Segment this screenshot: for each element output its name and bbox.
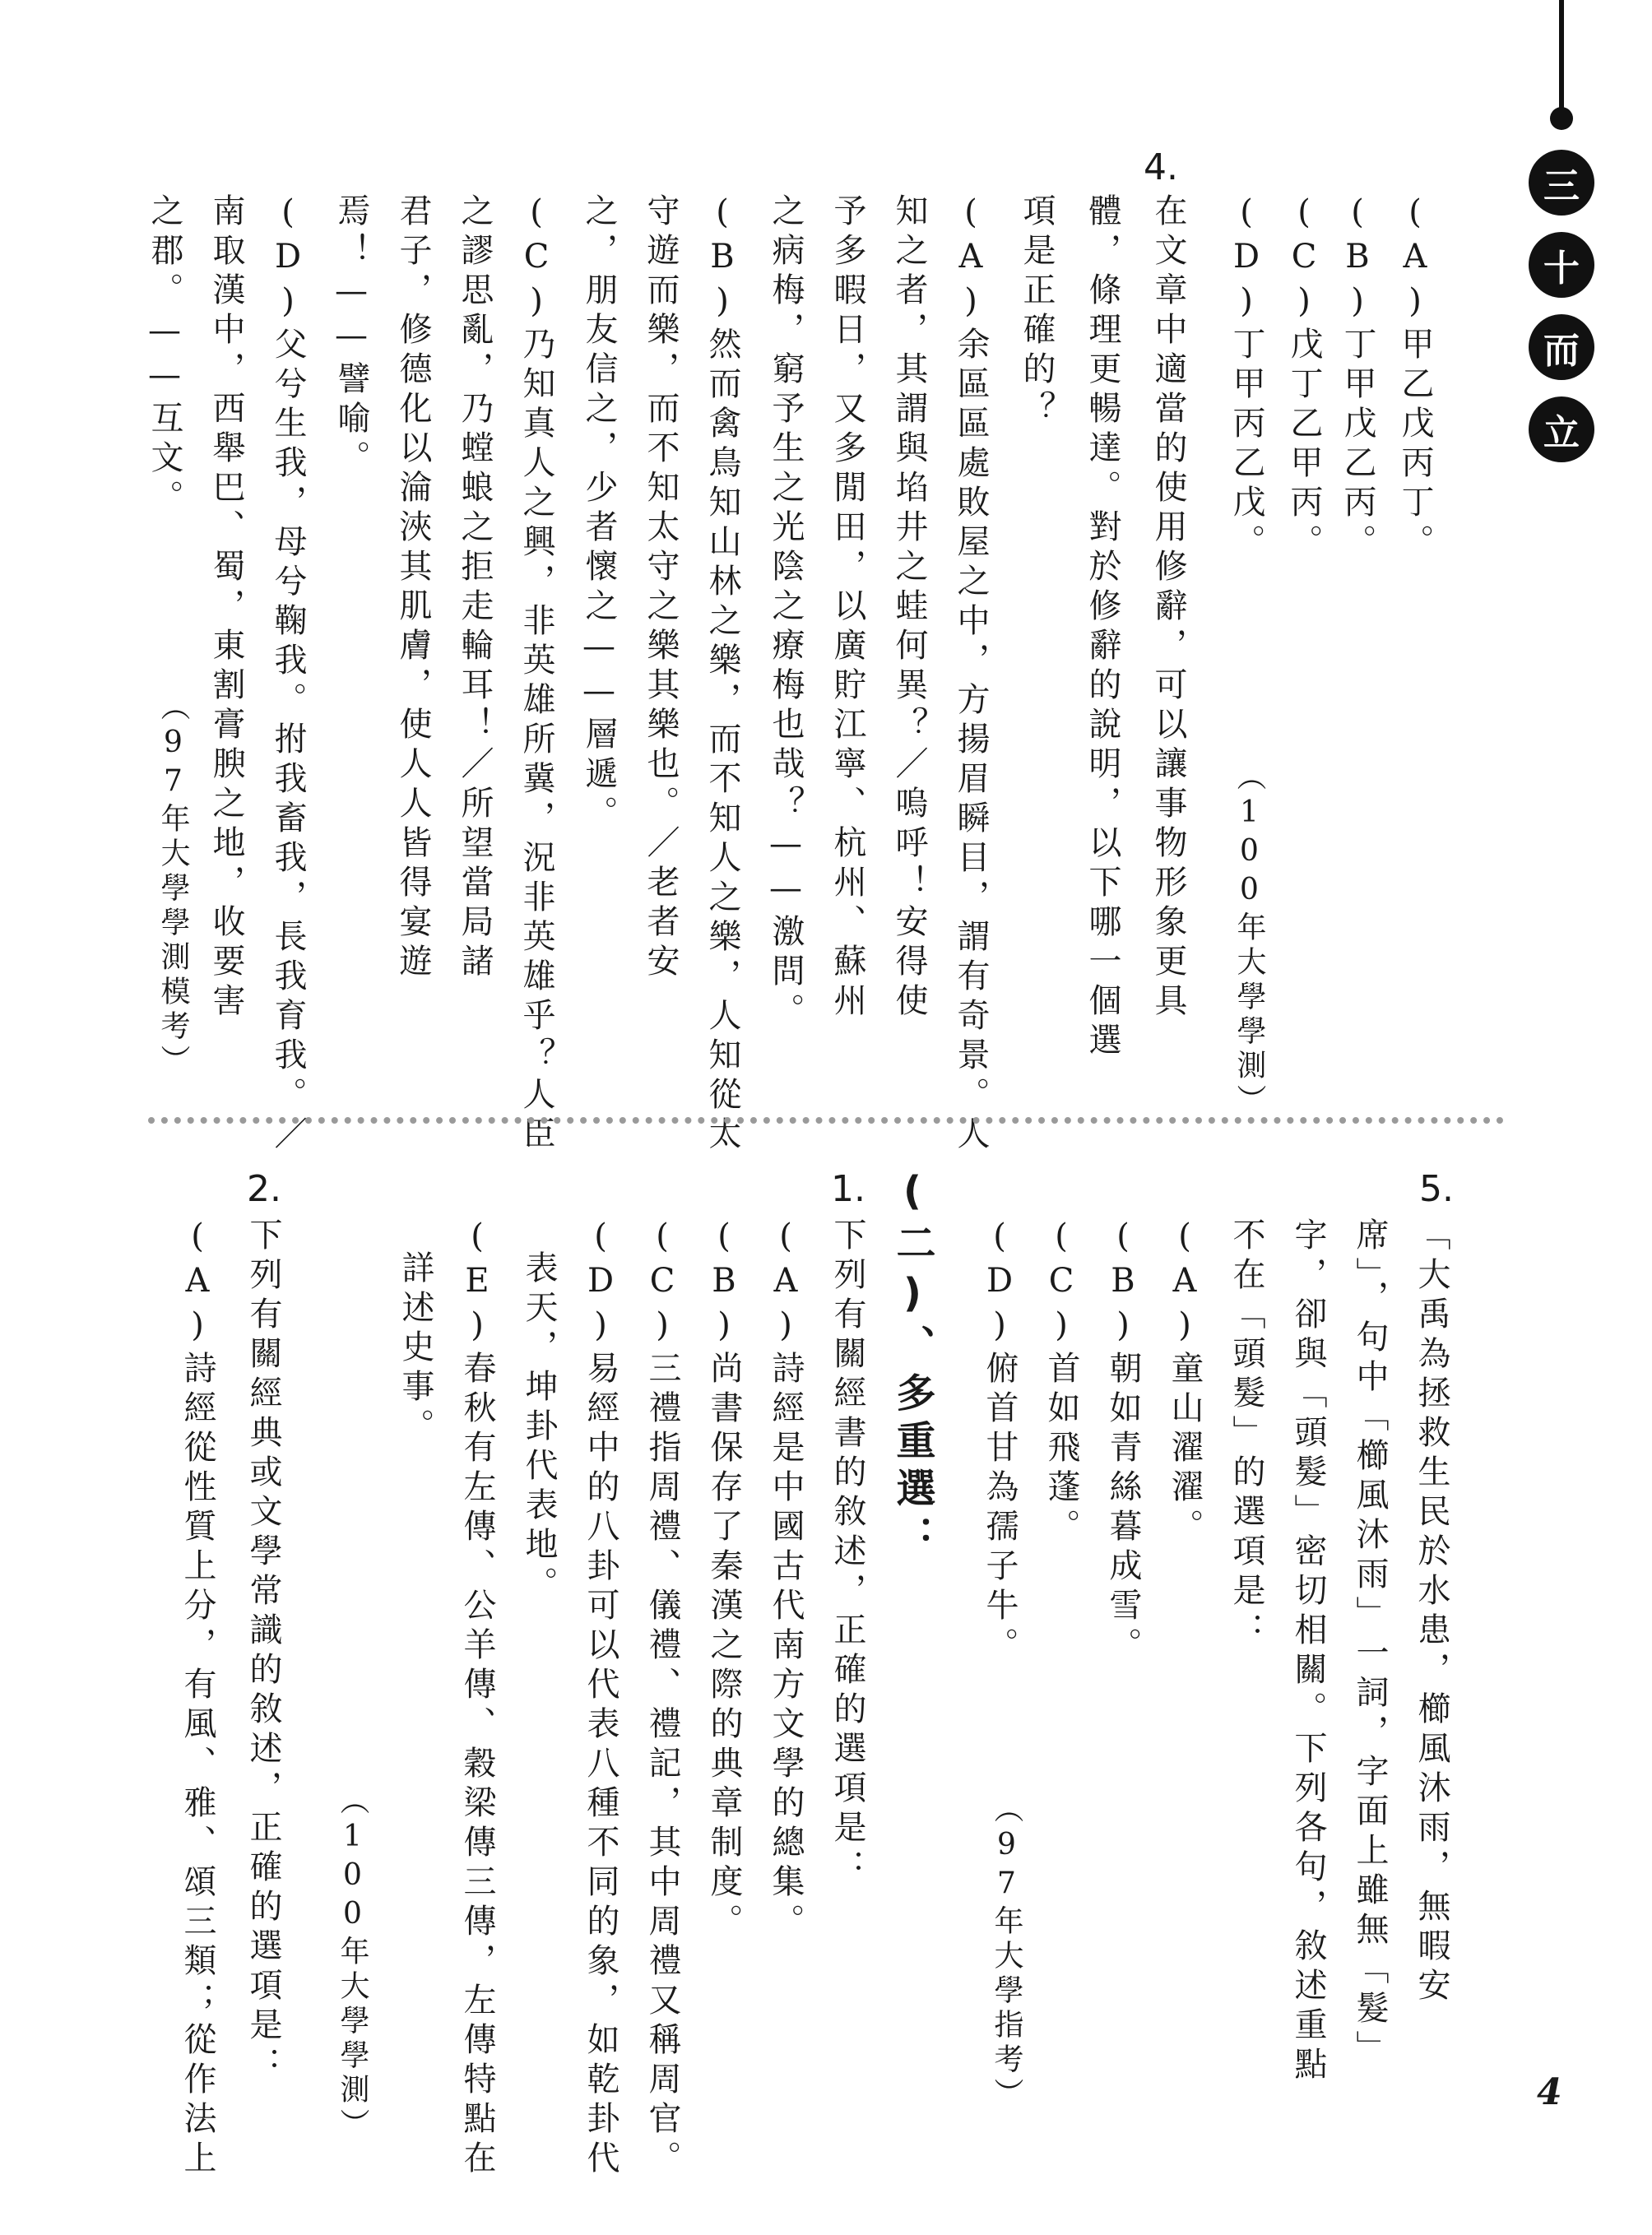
m1-option-d-line-1: (D)易經中的八卦可以代表八種不同的象，如乾卦代 [582, 1217, 620, 2180]
m1-option-e-line-2: 詳述史事。 [397, 1250, 434, 1448]
q4-option-d-line-3: 之郡。——互文。 [146, 193, 183, 519]
question-4-source: （100年大學學測） [1232, 761, 1266, 1119]
question-4-stem-line-2: 體，條理更暢達。對於修辭的說明，以下哪一個選 [1084, 193, 1121, 1062]
prev-option-d: (D)丁甲丙乙戊。 [1227, 193, 1265, 563]
q5-option-b: (B)朝如青絲暮成雪。 [1104, 1217, 1142, 1667]
page-number: 4 [1537, 2071, 1562, 2113]
prev-option-b: (B)丁甲戊乙丙。 [1339, 193, 1376, 563]
side-tab-2: 十 [1529, 232, 1594, 298]
question-5-stem-line-2: 席」，句中「櫛風沐雨」一詞，字面上雖無「髮」 [1351, 1217, 1389, 2070]
m1-option-d-line-2: 表天，坤卦代表地。 [520, 1250, 558, 1606]
q4-option-b-line-2: 守遊而樂，而不知太守之樂其樂也。／老者安 [642, 193, 680, 983]
m1-option-c: (C)三禮指周禮、儀禮、禮記，其中周禮又稱周官。 [643, 1217, 681, 2180]
q4-option-c-line-2: 之謬思亂，乃螳蜋之拒走輪耳！／所望當局諸 [456, 193, 494, 983]
m1-option-a: (A)詩經是中國古代南方文學的總集。 [767, 1217, 805, 1943]
side-tab-4: 立 [1529, 396, 1594, 462]
q4-option-a-line-4: 之病梅，窮予生之光陰之療梅也哉？——激問。 [767, 193, 805, 1032]
question-5-source: （97年大學指考） [990, 1793, 1023, 2112]
multi-question-1-stem: 下列有關經書的敘述，正確的選項是： [828, 1217, 866, 1889]
question-5-stem-line-4: 不在「頭髮」的選項是： [1227, 1217, 1265, 1652]
question-5-stem-line-1: 「大禹為拯救生民於水患，櫛風沐雨，無暇安 [1413, 1217, 1450, 2007]
bottom-section [0, 1135, 1652, 2205]
m1-option-b: (B)尚書保存了秦漢之際的典章制度。 [705, 1217, 743, 1943]
q4-option-d-line-2: 南取漢中，西舉巴、蜀，東割膏腴之地，收要害 [207, 193, 245, 1022]
q5-option-c: (C)首如飛蓬。 [1042, 1217, 1080, 1548]
section-heading-multiple-choice: (二)、多重選： [889, 1168, 935, 1563]
question-4-stem-line-3: 項是正確的？ [1018, 193, 1056, 430]
multi-question-2-number: 2. [247, 1168, 281, 1210]
q4-option-c-line-3: 君子，修德化以淪浹其肌膚，使人人皆得宴遊 [394, 193, 432, 983]
q5-option-a: (A)童山濯濯。 [1166, 1217, 1204, 1548]
q4-option-c-line-4: 焉！——譬喻。 [332, 193, 370, 480]
m1-option-e-line-1: (E)春秋有左傳、公羊傳、穀梁傳三傳，左傳特點在 [458, 1217, 496, 2180]
multi-question-1-number: 1. [831, 1168, 865, 1210]
question-4-stem-line-1: 在文章中適當的使用修辭，可以讓事物形象更具 [1149, 193, 1187, 1022]
q4-option-b-line-1: (B)然而禽鳥知山林之樂，而不知人之樂，人知從太 [703, 193, 741, 1156]
q4-option-a-line-2: 知之者，其謂與埳井之蛙何異？／嗚呼！安得使 [890, 193, 928, 1022]
question-4-number: 4. [1144, 146, 1178, 188]
prev-option-c: (C)戊丁乙甲丙。 [1285, 193, 1323, 563]
section-divider [148, 1117, 1504, 1124]
question-5-number: 5. [1419, 1168, 1454, 1210]
side-tab-3: 而 [1529, 314, 1594, 380]
q4-option-c-line-1: (C)乃知真人之興，非英雄所冀，況非英雄乎？人臣 [517, 193, 555, 1156]
m2-option-a: (A)詩經從性質上分，有風、雅、頌三類；從作法上 [179, 1217, 216, 2180]
q4-option-a-line-1: (A)余區區處敗屋之中，方揚眉瞬目，謂有奇景。人 [952, 193, 990, 1156]
q4-option-a-line-3: 予多暇日，又多閒田，以廣貯江寧、杭州、蘇州 [828, 193, 866, 1022]
q4-option-d-source: （97年大學學測模考） [156, 691, 190, 1079]
multi-question-2-stem: 下列有關經典或文學常識的敘述，正確的選項是： [244, 1217, 282, 2086]
question-5-stem-line-3: 字，卻與「頭髮」密切相關。下列各句，敘述重點 [1289, 1217, 1327, 2086]
side-tab-1: 三 [1529, 150, 1594, 216]
q4-option-b-line-3: 之，朋友信之，少者懷之——層遞。 [580, 193, 618, 835]
prev-option-a: (A)甲乙戊丙丁。 [1396, 193, 1434, 563]
multi-question-1-source: （100年大學學測） [336, 1785, 369, 2143]
q5-option-d: (D)俯首甘為孺子牛。 [981, 1217, 1019, 1667]
q4-option-d-line-1: (D)父兮生我，母兮鞠我。拊我畜我，長我育我。／ [269, 193, 307, 1156]
